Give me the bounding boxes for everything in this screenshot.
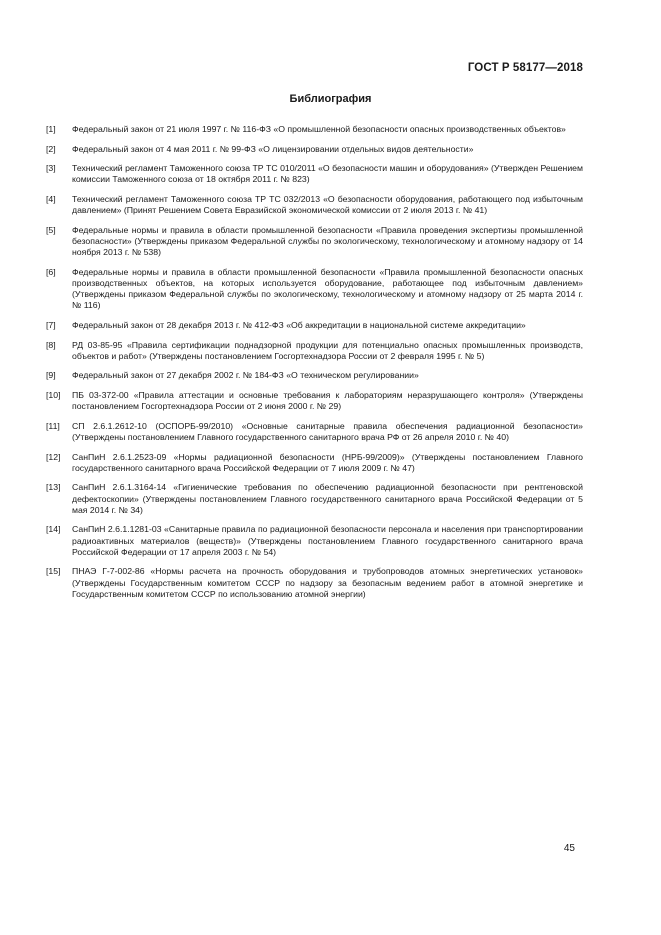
entry-text: Технический регламент Таможенного союза ТР ТС 010/2011 «О безопасности машин и оборудования» (Утвержден Решением комиссии Таможенного союза от 18 октября 2011 г. № 823) (72, 163, 583, 185)
entry-text: Федеральные нормы и правила в области промышленной безопасности «Правила промышленной безопасности опасных производственных объектов, на которых используется оборудование, работающее под избыточным давлением» (Утверждены приказом Федеральной службы по экологическому, технологическому и атомному надзору от 25 марта 2014 г. № 116) (72, 266, 583, 311)
bibliography-entry (46, 144, 583, 155)
entry-number: [1] (46, 124, 56, 134)
entry-text: Технический регламент Таможенного союза ТР ТС 032/2013 «О безопасности оборудования, работающего под избыточным давлением» (Принят Решением Совета Евразийской экономической комиссии от 2 июля 2013 г. № 41) (72, 193, 583, 216)
entry-text: СанПиН 2.6.1.2523-09 «Нормы радиационной безопасности (НРБ-99/2009)» (Утверждены постановлением Главного государственного санитарного врача Российской Федерации от 7 июля 2009 г. № 47) (72, 451, 583, 473)
bibliography-entry (46, 163, 583, 185)
entry-text: Федеральный закон от 27 декабря 2002 г. № 184-ФЗ «О техническом регулировании» (72, 370, 419, 381)
page-number: 45 (563, 843, 575, 854)
bibliography-entry (46, 524, 583, 558)
bibliography-entry (46, 566, 583, 600)
entry-number: [3] (46, 163, 56, 174)
entry-text: Федеральный закон от 21 июля 1997 г. № 116-ФЗ «О промышленной безопасности опасных производственных объектов» (72, 124, 566, 134)
entry-text: ПБ 03-372-00 «Правила аттестации и основные требования к лабораториям неразрушающего контроля» (Утверждены постановлением Госгортехнадзора России от 2 июня 2000 г. № 29) (72, 389, 583, 412)
bibliography-entry (46, 421, 583, 443)
entry-number: [4] (46, 193, 56, 204)
entry-number: [10] (46, 389, 61, 400)
entry-number: [14] (46, 524, 61, 535)
bibliography-entry (46, 370, 583, 381)
bibliography-entry (46, 340, 583, 362)
entry-text: РД 03-85-95 «Правила сертификации поднадзорной продукции для потенциально опасных промышленных производств, объектов и работ» (Утверждены постановлением Госгортехнадзора России от 2 февраля 1995 г. № 5) (72, 339, 583, 361)
bibliography-entry (46, 452, 583, 474)
entry-number: [2] (46, 143, 56, 154)
standard-id: ГОСТ Р 58177—2018 (467, 62, 583, 74)
entry-text: СанПиН 2.6.1.1281-03 «Санитарные правила по радиационной безопасности персонала и населения при транспортировании радиоактивных материалов (веществ)» (Утверждены постановлением Главного государственного санитарного врача Российской Федерации от 17 апреля 2003 г. № 54) (72, 524, 583, 557)
bibliography-entry (46, 267, 583, 312)
entry-number: [13] (46, 482, 61, 493)
entry-text: Федеральные нормы и правила в области промышленной безопасности «Правила проведения экспертизы промышленной безопасности» (Утверждены приказом Федеральной службы по экологическому, технологическому и атомному надзору от 14 ноября 2013 г. № 538) (72, 224, 583, 258)
section-title: Библиография (289, 93, 372, 105)
bibliography-entry (46, 225, 583, 259)
entry-text: ПНАЭ Г-7-002-86 «Нормы расчета на прочность оборудования и трубопроводов атомных энергетических установок» (Утверждены Государственным комитетом СССР по надзору за безопасным ведением работ в атомной энергетике и Государственным комитетом СССР по использованию атомной энергии) (72, 566, 583, 599)
entry-text: Федеральный закон от 4 мая 2011 г. № 99-ФЗ «О лицензировании отдельных видов деятельности» (72, 143, 474, 154)
entry-number: [7] (46, 319, 56, 330)
entry-number: [15] (46, 566, 61, 577)
bibliography-entry (46, 320, 583, 331)
bibliography-entry (46, 482, 583, 516)
entry-text: СанПиН 2.6.1.3164-14 «Гигиенические требования по обеспечению радиационной безопасности при рентгеновской дефектоскопии» (Утверждены постановлением Главного государственного санитарного врача Российской Федерации от 5 мая 2014 г. № 34) (72, 482, 583, 515)
bibliography-entry (46, 390, 583, 412)
entry-number: [5] (46, 224, 56, 235)
entry-number: [11] (46, 420, 60, 431)
entry-number: [8] (46, 339, 56, 350)
entry-text: Федеральный закон от 28 декабря 2013 г. № 412-ФЗ «Об аккредитации в национальной системе аккредитации» (72, 319, 526, 330)
entry-number: [9] (46, 370, 56, 381)
bibliography-entry (46, 124, 583, 135)
bibliography-list (46, 124, 583, 608)
entry-number: [6] (46, 266, 56, 277)
entry-text: СП 2.6.1.2612-10 (ОСПОРБ-99/2010) «Основные санитарные правила обеспечения радиационной безопасности» (Утверждены постановлением Главного государственного санитарного врача РФ от 26 апреля 2010 г. № 40) (72, 420, 583, 442)
bibliography-entry (46, 194, 583, 216)
entry-number: [12] (46, 451, 61, 462)
